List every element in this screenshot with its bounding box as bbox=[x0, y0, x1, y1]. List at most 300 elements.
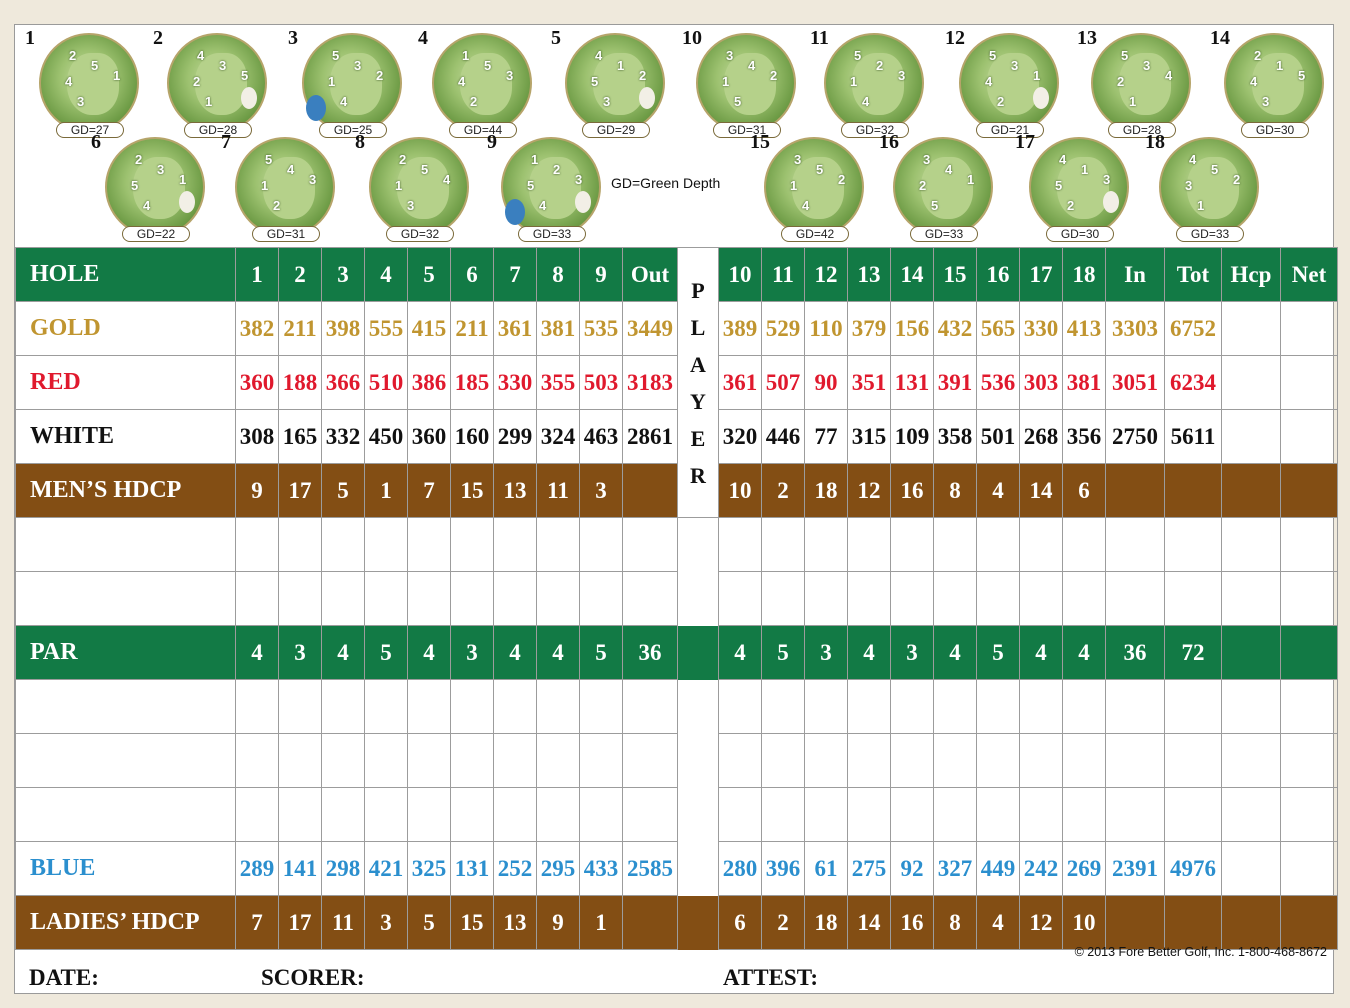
score-cell: 289 bbox=[236, 842, 279, 896]
pin-position: 3 bbox=[1011, 58, 1019, 73]
score-entry-cell[interactable] bbox=[494, 734, 537, 788]
score-entry-cell[interactable] bbox=[408, 680, 451, 734]
score-cell[interactable] bbox=[1222, 356, 1281, 410]
score-entry-cell[interactable] bbox=[1106, 788, 1165, 842]
score-entry-cell[interactable] bbox=[1020, 518, 1063, 572]
green-hole-number: 4 bbox=[418, 27, 428, 49]
pin-position: 4 bbox=[985, 74, 993, 89]
pin-position: 3 bbox=[794, 152, 802, 167]
green-hole-number: 12 bbox=[945, 27, 965, 49]
score-entry-cell[interactable] bbox=[1281, 572, 1338, 626]
mens-hdcp-row bbox=[16, 464, 1338, 518]
score-entry-cell[interactable] bbox=[1063, 788, 1106, 842]
pin-position: 2 bbox=[1067, 198, 1075, 213]
score-entry-cell[interactable] bbox=[977, 734, 1020, 788]
pin-position: 5 bbox=[591, 74, 599, 89]
green-depth-badge: GD=33 bbox=[910, 226, 978, 242]
score-entry-cell[interactable] bbox=[537, 518, 580, 572]
score-entry-cell[interactable] bbox=[623, 518, 678, 572]
score-cell: 8 bbox=[537, 248, 580, 302]
pin-position: 2 bbox=[919, 178, 927, 193]
score-entry-cell[interactable] bbox=[623, 734, 678, 788]
pin-position: 1 bbox=[967, 172, 975, 187]
pin-position: 5 bbox=[1121, 48, 1129, 63]
score-cell[interactable] bbox=[1222, 626, 1281, 680]
score-entry-cell[interactable] bbox=[891, 734, 934, 788]
score-cell: 382 bbox=[236, 302, 279, 356]
green-depth-badge: GD=42 bbox=[781, 226, 849, 242]
green-depth-badge: GD=32 bbox=[386, 226, 454, 242]
score-cell: In bbox=[1106, 248, 1165, 302]
score-entry-cell[interactable] bbox=[934, 788, 977, 842]
pin-position: 3 bbox=[506, 68, 514, 83]
green-depth-badge: GD=31 bbox=[252, 226, 320, 242]
score-entry-cell[interactable] bbox=[934, 572, 977, 626]
score-cell: 396 bbox=[762, 842, 805, 896]
score-cell: 360 bbox=[408, 410, 451, 464]
ladies-hdcp-row bbox=[16, 896, 1338, 950]
score-cell bbox=[1106, 896, 1165, 950]
score-cell: 6 bbox=[719, 896, 762, 950]
score-entry-cell[interactable] bbox=[537, 572, 580, 626]
pin-position: 2 bbox=[997, 94, 1005, 109]
score-entry-cell[interactable] bbox=[1063, 734, 1106, 788]
score-cell: Net bbox=[1281, 248, 1338, 302]
score-entry-cell[interactable] bbox=[1165, 572, 1222, 626]
score-entry-cell[interactable] bbox=[805, 518, 848, 572]
score-cell[interactable] bbox=[1281, 302, 1338, 356]
pin-position: 1 bbox=[395, 178, 403, 193]
score-cell[interactable] bbox=[1281, 464, 1338, 518]
row-label[interactable] bbox=[16, 680, 236, 734]
score-entry-cell[interactable] bbox=[365, 734, 408, 788]
green-diagram bbox=[1224, 33, 1324, 137]
pin-position: 5 bbox=[332, 48, 340, 63]
score-cell: 5 bbox=[365, 626, 408, 680]
score-entry-cell[interactable] bbox=[580, 680, 623, 734]
score-entry-cell[interactable] bbox=[977, 572, 1020, 626]
score-cell: 18 bbox=[805, 464, 848, 518]
score-cell: 156 bbox=[891, 302, 934, 356]
score-cell: 298 bbox=[322, 842, 365, 896]
pin-position: 4 bbox=[802, 198, 810, 213]
score-cell: 72 bbox=[1165, 626, 1222, 680]
par-row bbox=[16, 626, 1338, 680]
score-cell: 5 bbox=[408, 248, 451, 302]
green-hole-number: 7 bbox=[221, 131, 231, 153]
score-cell: 9 bbox=[537, 896, 580, 950]
score-entry-cell[interactable] bbox=[580, 788, 623, 842]
green-diagram bbox=[167, 33, 267, 137]
score-entry-cell[interactable] bbox=[934, 680, 977, 734]
score-entry-cell[interactable] bbox=[891, 788, 934, 842]
score-cell: 503 bbox=[580, 356, 623, 410]
pin-position: 5 bbox=[931, 198, 939, 213]
bunker-shape bbox=[179, 191, 195, 213]
date-label: DATE: bbox=[29, 965, 99, 990]
score-entry-cell[interactable] bbox=[236, 788, 279, 842]
score-cell: 415 bbox=[408, 302, 451, 356]
score-entry-cell[interactable] bbox=[451, 788, 494, 842]
score-cell: 16 bbox=[891, 464, 934, 518]
score-cell: 332 bbox=[322, 410, 365, 464]
row-label[interactable] bbox=[16, 788, 236, 842]
score-entry-cell[interactable] bbox=[762, 680, 805, 734]
score-entry-cell[interactable] bbox=[322, 734, 365, 788]
score-entry-cell[interactable] bbox=[1020, 572, 1063, 626]
score-entry-cell[interactable] bbox=[977, 518, 1020, 572]
pin-position: 1 bbox=[179, 172, 187, 187]
score-cell: 366 bbox=[322, 356, 365, 410]
score-entry-cell[interactable] bbox=[1063, 518, 1106, 572]
player-gap-cell bbox=[678, 626, 719, 680]
score-entry-cell[interactable] bbox=[1165, 734, 1222, 788]
score-entry-cell[interactable] bbox=[580, 572, 623, 626]
score-cell: Hcp bbox=[1222, 248, 1281, 302]
score-entry-cell[interactable] bbox=[719, 734, 762, 788]
score-cell: 555 bbox=[365, 302, 408, 356]
pin-position: 5 bbox=[421, 162, 429, 177]
score-cell: 4 bbox=[494, 626, 537, 680]
pin-position: 3 bbox=[603, 94, 611, 109]
score-cell: 355 bbox=[537, 356, 580, 410]
score-entry-cell[interactable] bbox=[322, 680, 365, 734]
score-entry-cell[interactable] bbox=[1165, 680, 1222, 734]
score-cell[interactable] bbox=[1281, 896, 1338, 950]
score-cell bbox=[1106, 464, 1165, 518]
score-entry-cell[interactable] bbox=[805, 734, 848, 788]
score-entry-cell[interactable] bbox=[762, 518, 805, 572]
green-hole-number: 17 bbox=[1015, 131, 1035, 153]
score-entry-cell[interactable] bbox=[762, 788, 805, 842]
score-cell: 165 bbox=[279, 410, 322, 464]
score-cell: 1 bbox=[236, 248, 279, 302]
score-cell[interactable] bbox=[1281, 842, 1338, 896]
score-entry-cell[interactable] bbox=[279, 680, 322, 734]
score-entry-cell[interactable] bbox=[848, 680, 891, 734]
pin-position: 4 bbox=[1059, 152, 1067, 167]
score-entry-cell[interactable] bbox=[1063, 680, 1106, 734]
score-cell: 15 bbox=[451, 896, 494, 950]
pin-position: 5 bbox=[734, 94, 742, 109]
pin-position: 4 bbox=[443, 172, 451, 187]
score-cell: 7 bbox=[408, 464, 451, 518]
score-entry-cell[interactable] bbox=[322, 518, 365, 572]
score-entry-cell[interactable] bbox=[891, 680, 934, 734]
score-cell[interactable] bbox=[1281, 356, 1338, 410]
score-cell: 211 bbox=[451, 302, 494, 356]
pin-position: 3 bbox=[1262, 94, 1270, 109]
score-cell[interactable] bbox=[1222, 896, 1281, 950]
green-diagram bbox=[369, 137, 469, 241]
pin-position: 5 bbox=[989, 48, 997, 63]
score-entry-cell[interactable] bbox=[1165, 518, 1222, 572]
score-entry-cell[interactable] bbox=[977, 788, 1020, 842]
score-entry-cell[interactable] bbox=[494, 788, 537, 842]
green-diagram bbox=[893, 137, 993, 241]
score-entry-cell[interactable] bbox=[623, 788, 678, 842]
score-cell: 351 bbox=[848, 356, 891, 410]
green-hole-number: 15 bbox=[750, 131, 770, 153]
score-entry-cell[interactable] bbox=[762, 572, 805, 626]
green-hole-number: 10 bbox=[682, 27, 702, 49]
score-entry-cell[interactable] bbox=[1020, 680, 1063, 734]
score-entry-cell[interactable] bbox=[365, 788, 408, 842]
score-cell[interactable] bbox=[1222, 464, 1281, 518]
player-gap-cell bbox=[678, 788, 719, 842]
score-cell: 10 bbox=[1063, 896, 1106, 950]
pin-position: 4 bbox=[862, 94, 870, 109]
score-entry-cell[interactable] bbox=[494, 518, 537, 572]
score-cell: 11 bbox=[537, 464, 580, 518]
score-entry-cell[interactable] bbox=[1281, 518, 1338, 572]
score-entry-cell[interactable] bbox=[451, 680, 494, 734]
score-entry-cell[interactable] bbox=[848, 734, 891, 788]
score-entry-cell[interactable] bbox=[762, 734, 805, 788]
score-cell: 535 bbox=[580, 302, 623, 356]
blue-tee-row bbox=[16, 842, 1338, 896]
score-entry-cell[interactable] bbox=[494, 680, 537, 734]
score-entry-cell[interactable] bbox=[805, 788, 848, 842]
green-diagram bbox=[432, 33, 532, 137]
score-cell[interactable] bbox=[1222, 302, 1281, 356]
pin-position: 5 bbox=[1211, 162, 1219, 177]
score-entry-cell[interactable] bbox=[1106, 518, 1165, 572]
pin-position: 2 bbox=[838, 172, 846, 187]
score-cell: 7 bbox=[494, 248, 537, 302]
score-entry-cell[interactable] bbox=[322, 788, 365, 842]
gold-tee-row bbox=[16, 302, 1338, 356]
score-entry-cell[interactable] bbox=[805, 572, 848, 626]
score-entry-cell[interactable] bbox=[236, 518, 279, 572]
score-cell: 16 bbox=[891, 896, 934, 950]
score-entry-cell[interactable] bbox=[236, 680, 279, 734]
hole-row bbox=[16, 248, 1338, 302]
score-entry-cell[interactable] bbox=[1222, 518, 1281, 572]
score-cell: 4 bbox=[365, 248, 408, 302]
score-entry-row bbox=[16, 734, 1338, 788]
score-cell: 280 bbox=[719, 842, 762, 896]
score-entry-cell[interactable] bbox=[279, 734, 322, 788]
score-cell: 268 bbox=[1020, 410, 1063, 464]
score-entry-cell[interactable] bbox=[1165, 788, 1222, 842]
score-entry-cell[interactable] bbox=[494, 572, 537, 626]
pin-position: 2 bbox=[770, 68, 778, 83]
row-label[interactable] bbox=[16, 518, 236, 572]
score-cell: 446 bbox=[762, 410, 805, 464]
score-entry-cell[interactable] bbox=[1222, 734, 1281, 788]
score-cell[interactable] bbox=[1222, 410, 1281, 464]
score-cell: 8 bbox=[934, 464, 977, 518]
score-cell: 14 bbox=[891, 248, 934, 302]
score-entry-cell[interactable] bbox=[891, 572, 934, 626]
score-entry-cell[interactable] bbox=[1106, 680, 1165, 734]
score-cell: 3 bbox=[365, 896, 408, 950]
pin-position: 3 bbox=[309, 172, 317, 187]
green-hole-number: 3 bbox=[288, 27, 298, 49]
score-entry-cell[interactable] bbox=[848, 572, 891, 626]
score-entry-cell[interactable] bbox=[1222, 788, 1281, 842]
score-cell: 3449 bbox=[623, 302, 678, 356]
score-entry-cell[interactable] bbox=[408, 788, 451, 842]
score-entry-cell[interactable] bbox=[451, 518, 494, 572]
pin-position: 2 bbox=[135, 152, 143, 167]
score-entry-cell[interactable] bbox=[451, 572, 494, 626]
score-cell: 507 bbox=[762, 356, 805, 410]
score-entry-cell[interactable] bbox=[279, 788, 322, 842]
pin-position: 5 bbox=[91, 58, 99, 73]
pin-position: 3 bbox=[219, 58, 227, 73]
score-entry-cell[interactable] bbox=[1020, 734, 1063, 788]
row-label[interactable] bbox=[16, 734, 236, 788]
score-cell: 131 bbox=[451, 842, 494, 896]
score-entry-cell[interactable] bbox=[1281, 788, 1338, 842]
pin-position: 1 bbox=[1197, 198, 1205, 213]
pin-position: 5 bbox=[816, 162, 824, 177]
pin-position: 4 bbox=[1250, 74, 1258, 89]
score-entry-cell[interactable] bbox=[1106, 572, 1165, 626]
green-depth-badge: GD=33 bbox=[1176, 226, 1244, 242]
score-cell: 5 bbox=[762, 626, 805, 680]
score-cell: 295 bbox=[537, 842, 580, 896]
player-letter: P bbox=[691, 277, 705, 303]
score-entry-cell[interactable] bbox=[537, 734, 580, 788]
green-depth-badge: GD=30 bbox=[1241, 122, 1309, 138]
score-entry-cell[interactable] bbox=[580, 518, 623, 572]
row-label: PAR bbox=[16, 626, 236, 680]
green-hole-number: 13 bbox=[1077, 27, 1097, 49]
score-entry-cell[interactable] bbox=[408, 734, 451, 788]
score-cell: 16 bbox=[977, 248, 1020, 302]
score-cell: 2 bbox=[279, 248, 322, 302]
row-label[interactable] bbox=[16, 572, 236, 626]
score-cell: 7 bbox=[236, 896, 279, 950]
score-cell: 5 bbox=[580, 626, 623, 680]
score-entry-cell[interactable] bbox=[1063, 572, 1106, 626]
score-cell: 5611 bbox=[1165, 410, 1222, 464]
score-cell: 17 bbox=[279, 464, 322, 518]
row-label: WHITE bbox=[16, 410, 236, 464]
score-entry-cell[interactable] bbox=[580, 734, 623, 788]
green-depth-badge: GD=31 bbox=[713, 122, 781, 138]
score-entry-cell[interactable] bbox=[365, 680, 408, 734]
score-entry-cell[interactable] bbox=[977, 680, 1020, 734]
score-cell: 2861 bbox=[623, 410, 678, 464]
score-entry-cell[interactable] bbox=[1222, 680, 1281, 734]
score-cell: 160 bbox=[451, 410, 494, 464]
score-cell: 421 bbox=[365, 842, 408, 896]
score-cell: 389 bbox=[719, 302, 762, 356]
score-cell: 4 bbox=[537, 626, 580, 680]
score-cell: 14 bbox=[848, 896, 891, 950]
score-cell: 6234 bbox=[1165, 356, 1222, 410]
score-cell bbox=[1165, 896, 1222, 950]
score-entry-cell[interactable] bbox=[1222, 572, 1281, 626]
score-entry-row bbox=[16, 518, 1338, 572]
green-diagram bbox=[302, 33, 402, 137]
score-entry-cell[interactable] bbox=[279, 518, 322, 572]
score-entry-cell[interactable] bbox=[451, 734, 494, 788]
score-entry-cell[interactable] bbox=[848, 518, 891, 572]
score-entry-cell[interactable] bbox=[236, 572, 279, 626]
pin-position: 3 bbox=[898, 68, 906, 83]
score-entry-cell[interactable] bbox=[236, 734, 279, 788]
score-entry-cell[interactable] bbox=[719, 680, 762, 734]
score-cell: 325 bbox=[408, 842, 451, 896]
score-entry-cell[interactable] bbox=[719, 788, 762, 842]
player-gap-cell bbox=[678, 518, 719, 572]
scorecard bbox=[14, 24, 1334, 994]
score-cell: 131 bbox=[891, 356, 934, 410]
bunker-shape bbox=[639, 87, 655, 109]
player-gap-cell bbox=[678, 680, 719, 734]
score-cell: 3183 bbox=[623, 356, 678, 410]
score-entry-cell[interactable] bbox=[408, 518, 451, 572]
score-entry-cell[interactable] bbox=[805, 680, 848, 734]
score-cell: 463 bbox=[580, 410, 623, 464]
score-entry-cell[interactable] bbox=[365, 572, 408, 626]
pin-position: 1 bbox=[1081, 162, 1089, 177]
score-cell bbox=[623, 464, 678, 518]
green-diagram bbox=[235, 137, 335, 241]
score-entry-cell[interactable] bbox=[408, 572, 451, 626]
pin-position: 3 bbox=[923, 152, 931, 167]
score-entry-row bbox=[16, 680, 1338, 734]
pin-position: 1 bbox=[531, 152, 539, 167]
score-entry-cell[interactable] bbox=[934, 734, 977, 788]
score-entry-cell[interactable] bbox=[623, 680, 678, 734]
score-entry-cell[interactable] bbox=[719, 572, 762, 626]
score-entry-cell[interactable] bbox=[322, 572, 365, 626]
score-entry-cell[interactable] bbox=[934, 518, 977, 572]
score-cell: 433 bbox=[580, 842, 623, 896]
score-cell[interactable] bbox=[1281, 626, 1338, 680]
pin-position: 5 bbox=[131, 178, 139, 193]
score-cell: 3 bbox=[891, 626, 934, 680]
score-cell: 381 bbox=[1063, 356, 1106, 410]
score-entry-cell[interactable] bbox=[719, 518, 762, 572]
score-cell: 185 bbox=[451, 356, 494, 410]
score-entry-cell[interactable] bbox=[1020, 788, 1063, 842]
score-cell: 3 bbox=[322, 248, 365, 302]
score-cell: 361 bbox=[494, 302, 537, 356]
pin-position: 3 bbox=[407, 198, 415, 213]
score-entry-cell[interactable] bbox=[848, 788, 891, 842]
score-cell: 13 bbox=[494, 464, 537, 518]
score-entry-cell[interactable] bbox=[365, 518, 408, 572]
score-cell[interactable] bbox=[1281, 410, 1338, 464]
score-table bbox=[15, 247, 1338, 950]
bunker-shape bbox=[241, 87, 257, 109]
pin-position: 2 bbox=[639, 68, 647, 83]
water-hazard bbox=[306, 95, 326, 121]
green-hole-number: 1 bbox=[25, 27, 35, 49]
score-cell: 320 bbox=[719, 410, 762, 464]
score-entry-cell[interactable] bbox=[1281, 680, 1338, 734]
score-entry-cell[interactable] bbox=[279, 572, 322, 626]
score-cell: 3051 bbox=[1106, 356, 1165, 410]
score-entry-cell[interactable] bbox=[1281, 734, 1338, 788]
pin-position: 1 bbox=[113, 68, 121, 83]
green-hole-number: 6 bbox=[91, 131, 101, 153]
score-entry-cell[interactable] bbox=[891, 518, 934, 572]
score-entry-cell[interactable] bbox=[537, 680, 580, 734]
score-entry-cell[interactable] bbox=[1106, 734, 1165, 788]
score-entry-cell[interactable] bbox=[537, 788, 580, 842]
score-entry-cell[interactable] bbox=[623, 572, 678, 626]
score-cell: 4 bbox=[977, 464, 1020, 518]
score-cell[interactable] bbox=[1222, 842, 1281, 896]
